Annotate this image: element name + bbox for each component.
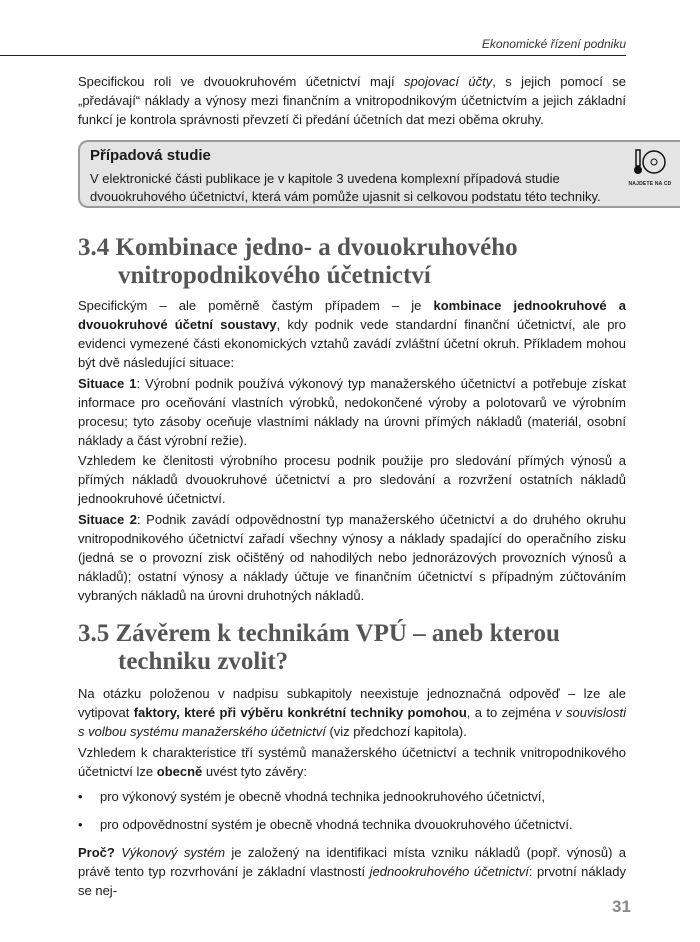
- paragraph: [78, 684, 626, 741]
- bold-text: faktory, které při výběru konkrétní techniky pomohou: [133, 705, 467, 720]
- text: (viz předchozí kapitola).: [325, 724, 467, 739]
- text: : Podnik zavádí odpovědnostní typ manažerského účetnictví a do druhého okruhu vnitropodnikového účetnictví zařadí všechny výnosy a náklady spadající do operačního zisku (jedná se o provozní zisk očištěný od nahodilých nebo jednorázových provozních výnosů a nákladů); ostatní výnosy a náklady účtuje ve finančním účetnictví s případným zúčtováním vybraných nákladů na úrovni druhotných nákladů.: [78, 512, 626, 603]
- cd-label: NAJDETE NA CD: [628, 181, 672, 187]
- paragraph: [78, 510, 626, 605]
- bold-text: Situace 1: [78, 376, 137, 391]
- paragraph: [78, 374, 626, 450]
- heading-line: 3.5 Závěrem k technikám VPÚ – aneb kterou: [78, 620, 560, 647]
- page-number: 31: [612, 897, 631, 916]
- bullet-list: [78, 789, 626, 845]
- heading-line: techniku zvolit?: [118, 648, 289, 675]
- text: je založený na identifikaci místa vzniku nákladů (popř. výnosů) a právě tento typ rozvrhování je základní vlastností: [78, 845, 626, 879]
- case-study-box: [78, 140, 680, 208]
- list-item: • pro výkonový systém je obecně vhodná technika jednookruhového účetnictví,: [78, 789, 626, 817]
- list-item: • pro odpovědnostní systém je obecně vhodná technika dvouokruhového účetnictví.: [78, 817, 626, 845]
- paragraph: [78, 843, 626, 900]
- section-heading-3-4: [78, 234, 518, 290]
- paragraph: Vzhledem ke členitosti výrobního procesu podnik použije pro sledování přímých výnosů a přímých nákladů dvouokruhové účetnictví a pro sledování a rozvržení ostatních nákladů jednookruhové účetnictví.: [78, 453, 626, 506]
- case-study-title: Případová studie: [90, 147, 211, 164]
- text: uvést tyto závěry:: [202, 764, 308, 779]
- paragraph: [78, 743, 626, 781]
- emphasis: spojovací účty: [404, 74, 493, 89]
- text: , a to zejména: [466, 705, 556, 720]
- text: Vzhledem k charakteristice tří systémů manažerského účetnictví a technik vnitropodnikového účetnictví lze: [78, 745, 626, 779]
- bold-text: Situace 2: [78, 512, 138, 527]
- text: : Výrobní podnik používá výkonový typ manažerského účetnictví a potřebuje získat informace pro oceňování vlastních výrobků, nedokončené výroby a polotovarů ve výrobním procesu; tyto zásoby oceňuje vlastními náklady na úrovni přímých nákladů (materiál, osobní náklady a část výrobní režie).: [78, 376, 626, 448]
- text: , kdy podnik vede standardní finanční účetnictví, ale pro evidenci vymezené části ekonomických vztahů zavádí zvláštní účetní okruh. Příkladem mohou být dvě následující situace:: [78, 317, 626, 370]
- bold-text: kombinace jednookruhové a dvouokruhové účetní soustavy: [78, 298, 626, 332]
- text: , s jejich pomocí se „předávají“ náklady a výnosy mezi finančním a vnitropodnikovým účetnictvím a jejich základní funkcí je kontrola správnosti převzetí či předání účetních dat mezi oběma okruhy.: [78, 74, 627, 127]
- emphasis: Výkonový systém: [121, 845, 226, 860]
- emphasis: jednookruhového účetnictví: [369, 864, 529, 879]
- paragraph: [78, 296, 626, 372]
- emphasis: v souvislosti s volbou systému manažerského účetnictví: [78, 705, 626, 739]
- cd-icon: [628, 148, 672, 187]
- bold-text: obecně: [156, 764, 203, 779]
- text: Specifickou roli ve dvouokruhovém účetnictví mají: [78, 74, 405, 89]
- text: Specifickým – ale poměrně častým případem – je: [78, 298, 434, 313]
- bold-text: Proč?: [78, 845, 115, 860]
- text: : prvotní náklady se nej-: [78, 864, 626, 898]
- running-header: Ekonomické řízení podniku: [481, 37, 626, 51]
- text: Na otázku položenou v nadpisu subkapitoly neexistuje jednoznačná odpověď – lze ale vytipovat: [78, 686, 626, 720]
- heading-line: 3.4 Kombinace jedno- a dvouokruhového: [78, 234, 518, 261]
- header-rule: [0, 55, 626, 56]
- case-study-text: V elektronické části publikace je v kapitole 3 uvedena komplexní případová studie dvouokruhového účetnictví, která vám pomůže ujasnit si celkovou podstatu této techniky.: [90, 171, 601, 204]
- intro-paragraph: [78, 72, 626, 129]
- heading-line: vnitropodnikového účetnictví: [118, 262, 431, 289]
- section-heading-3-5: [78, 620, 560, 676]
